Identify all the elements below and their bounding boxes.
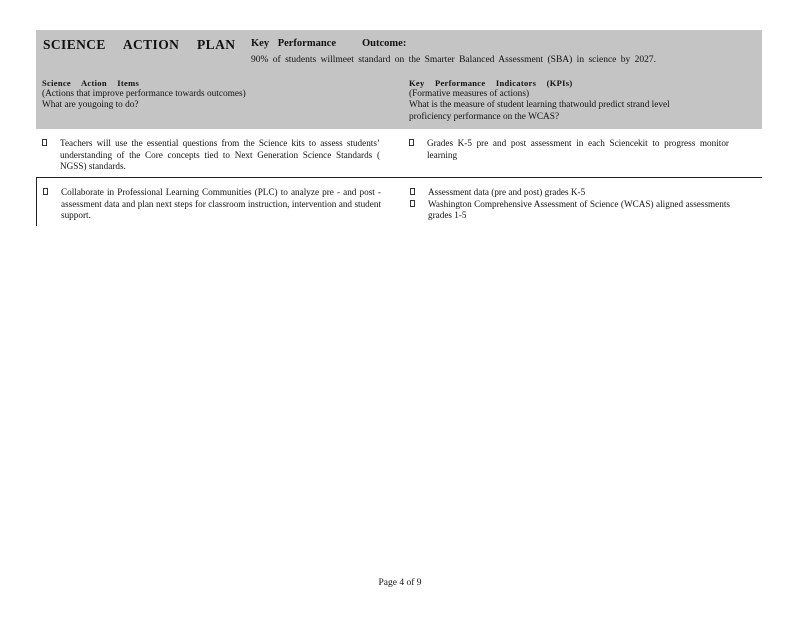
kpi-text: Assessment data (pre and post) grades K-5 — [428, 187, 586, 197]
checkbox-bullet-icon — [410, 200, 415, 207]
kpi-text: Washington Comprehensive Assessment of Science (WCAS) aligned assessments grades 1-5 — [428, 198, 730, 221]
page-number: Page 4 of 9 — [378, 578, 422, 588]
outcome-statement: 90% of students willmeet standard on the Smarter Balanced Assessment (SBA) in science by 2027. — [251, 55, 657, 65]
kpi-cell — [409, 138, 729, 161]
kpi-text: Grades K-5 pre and post assessment in each Sciencekit to progress monitor learning — [427, 138, 729, 160]
table-row — [36, 129, 762, 178]
list-item — [43, 187, 381, 222]
list-item — [409, 138, 729, 161]
kpi-question: What is the measure of student learning thatwould predict strand level — [409, 100, 670, 111]
action-cell — [43, 187, 381, 222]
action-text: Teachers will use the essential questions from the Science kits to assess students’ understanding of the Core concepts tied to Next Generation Science Standards ( NGSS) standards. — [60, 138, 380, 172]
checkbox-bullet-icon — [43, 188, 48, 195]
action-items-question: What are yougoing to do? — [42, 100, 139, 111]
list-item — [410, 187, 730, 199]
checkbox-bullet-icon — [410, 188, 415, 195]
kpi-cell — [410, 187, 730, 222]
action-items-title: Science Action Items — [42, 78, 140, 88]
header-band — [36, 30, 762, 129]
table-row — [36, 178, 763, 226]
kpi-title: Key Performance Indicators (KPIs) — [409, 78, 573, 88]
action-items-header — [42, 78, 392, 112]
checkbox-bullet-icon — [409, 139, 414, 146]
kpi-header — [409, 78, 754, 123]
plan-title: SCIENCE ACTION PLAN — [43, 37, 236, 52]
kpi-subtitle: (Formative measures of actions) — [409, 89, 530, 100]
action-text: Collaborate in Professional Learning Communities (PLC) to analyze pre - and post - assessment data and plan next steps for classroom instruction, intervention and student support. — [61, 187, 381, 221]
list-item — [410, 199, 730, 222]
action-cell — [42, 138, 380, 173]
kpi-question-continued: proficiency performance on the WCAS? — [409, 111, 560, 122]
action-items-subtitle: (Actions that improve performance towards outcomes) — [42, 89, 246, 100]
key-performance-label: Key Performance — [251, 38, 337, 49]
outcome-label: Outcome: — [362, 38, 407, 49]
checkbox-bullet-icon — [42, 139, 47, 146]
list-item — [42, 138, 380, 173]
